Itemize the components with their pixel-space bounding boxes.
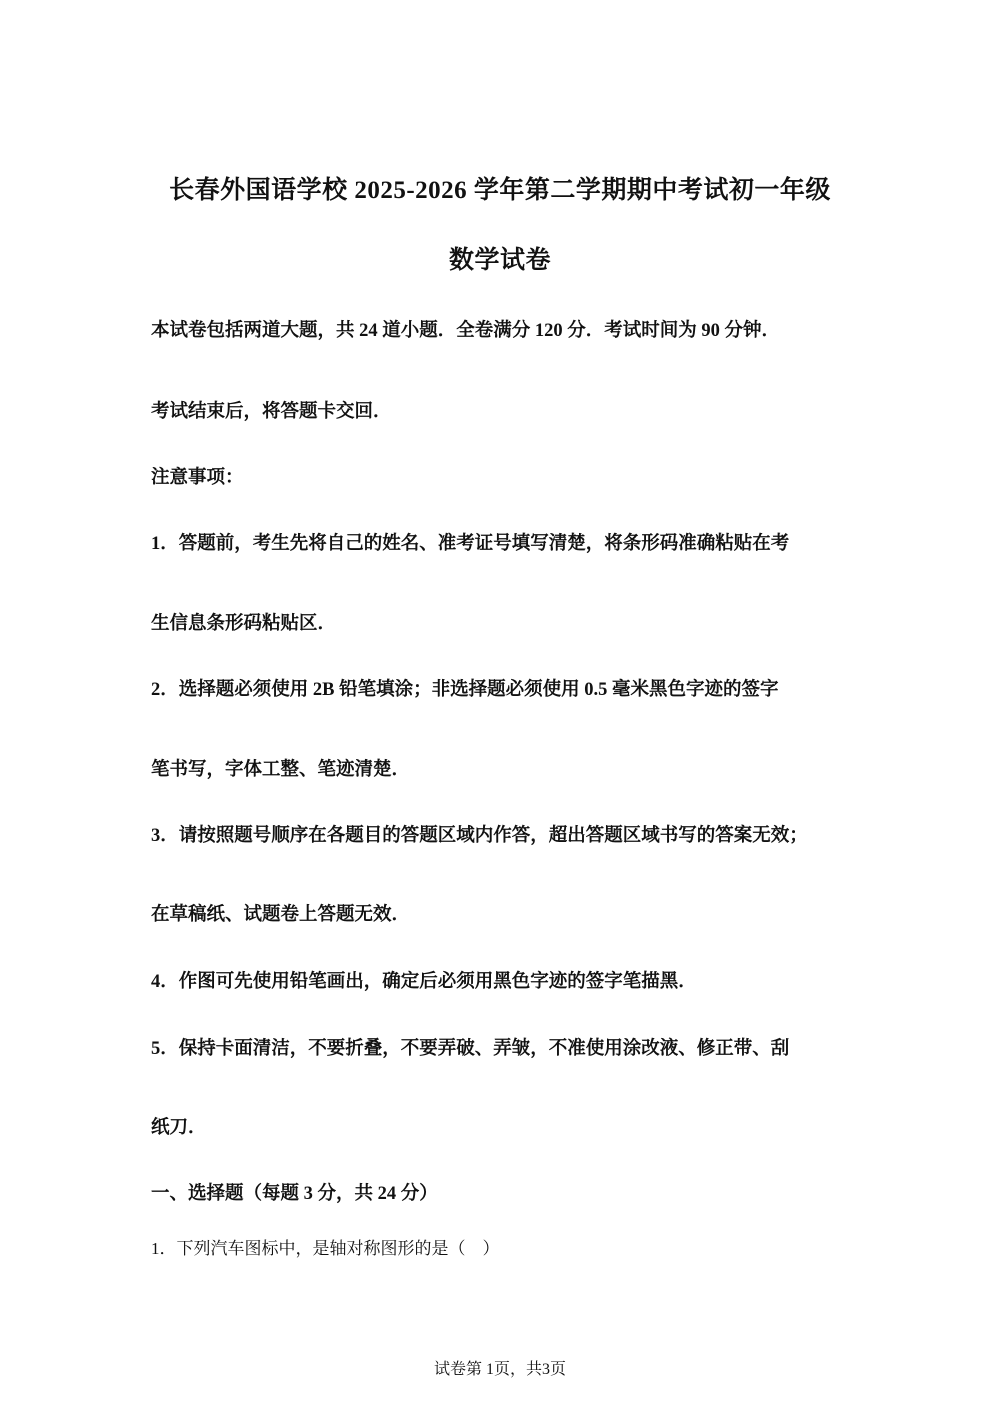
note-2-line-2: 笔书写，字体工整、笔迹清楚． — [151, 760, 411, 780]
note-3-line-1: 3．请按照题号顺序在各题目的答题区域内作答，超出答题区域书写的答案无效； — [151, 826, 808, 846]
section-1-heading: 一、选择题（每题 3 分，共 24 分） — [151, 1184, 438, 1204]
page-footer: 试卷第 1页，共3页 — [433, 1361, 566, 1378]
note-4-line-1: 4．作图可先使用铅笔画出，确定后必须用黑色字迹的签字笔描黑． — [151, 972, 697, 992]
exam-title-line-2: 数学试卷 — [448, 247, 551, 274]
note-3-line-2: 在草稿纸、试题卷上答题无效． — [151, 905, 411, 925]
note-1-line-1: 1．答题前，考生先将自己的姓名、准考证号填写清楚，将条形码准确粘贴在考 — [151, 534, 790, 554]
exam-title-line-1: 长春外国语学校 2025-2026 学年第二学期期中考试初一年级 — [169, 177, 831, 204]
note-5-line-2: 纸刀． — [151, 1118, 207, 1138]
note-5-line-1: 5．保持卡面清洁，不要折叠，不要弄破、弄皱，不准使用涂改液、修正带、刮 — [151, 1039, 790, 1059]
question-1-text: 1．下列汽车图标中，是轴对称图形的是（ ） — [151, 1239, 500, 1258]
intro-line-2: 考试结束后，将答题卡交回． — [151, 402, 392, 422]
intro-line-1: 本试卷包括两道大题，共 24 道小题．全卷满分 120 分．考试时间为 90 分钟． — [151, 321, 781, 341]
note-2-line-1: 2．选择题必须使用 2B 铅笔填涂；非选择题必须使用 0.5 毫米黑色字迹的签字 — [151, 680, 779, 700]
note-1-line-2: 生信息条形码粘贴区． — [151, 614, 337, 634]
notes-heading: 注意事项： — [151, 468, 244, 488]
